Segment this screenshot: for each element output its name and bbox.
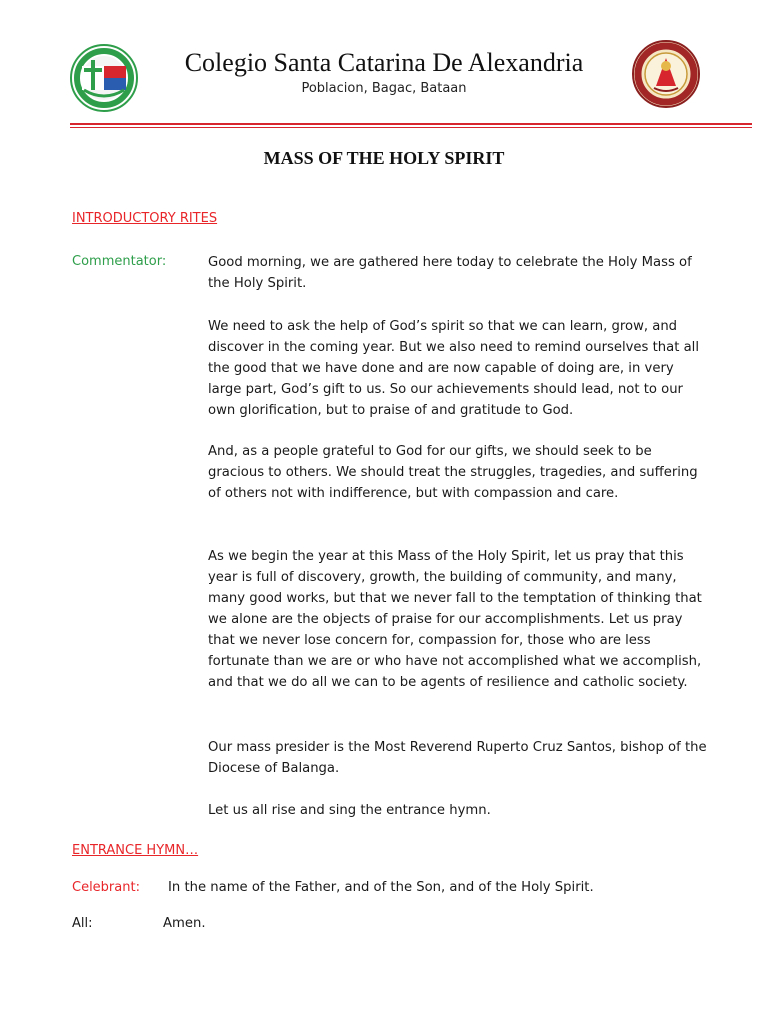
school-address: Poblacion, Bagac, Bataan xyxy=(301,81,467,96)
all-response: Amen. xyxy=(163,916,206,931)
commentator-paragraph: We need to ask the help of God’s spirit so that we can learn, grow, and discover in the coming year. But we also need to remind ourselves that all the good that we have done and are now capable of doing are, in very large part, God’s gift to us. So our achievements should lead, not to our own glorification, but to praise of and gratitude to God. xyxy=(208,319,699,418)
speaker-label-celebrant: Celebrant: xyxy=(72,880,140,895)
school-name: Colegio Santa Catarina De Alexandria xyxy=(184,48,584,77)
header-divider xyxy=(70,123,752,125)
school-seal-right-icon xyxy=(632,40,700,108)
header-divider-thin xyxy=(70,127,752,128)
commentator-paragraph: Good morning, we are gathered here today to celebrate the Holy Mass of the Holy Spirit. xyxy=(208,255,692,291)
commentator-paragraph: Let us all rise and sing the entrance hymn. xyxy=(208,803,491,818)
commentator-paragraph: And, as a people grateful to God for our gifts, we should seek to be gracious to others. We should treat the struggles, tragedies, and suffering of others not with indifference, but with compassion and care. xyxy=(208,444,698,501)
commentator-paragraph: Our mass presider is the Most Reverend Ruperto Cruz Santos, bishop of the Diocese of Balanga. xyxy=(208,740,707,776)
speaker-label-all: All: xyxy=(72,916,93,931)
document-title: MASS OF THE HOLY SPIRIT xyxy=(263,148,505,168)
celebrant-line: In the name of the Father, and of the Son, and of the Holy Spirit. xyxy=(168,880,594,895)
section-heading-introductory-rites: INTRODUCTORY RITES xyxy=(72,211,218,226)
commentator-paragraph: As we begin the year at this Mass of the Holy Spirit, let us pray that this year is full of discovery, growth, the building of community, and many, many good works, but that we never fall to the temptation of thinking that we alone are the objects of praise for our accomplishments. Let us pray that we never lose concern for, compassion for, those who are less fortunate than we are or who have not accomplished what we accomplish, and that we do all we can to be agents of resilience and catholic society. xyxy=(208,549,702,690)
speaker-label-commentator: Commentator: xyxy=(72,254,167,269)
section-heading-entrance-hymn: ENTRANCE HYMN… xyxy=(72,843,199,858)
